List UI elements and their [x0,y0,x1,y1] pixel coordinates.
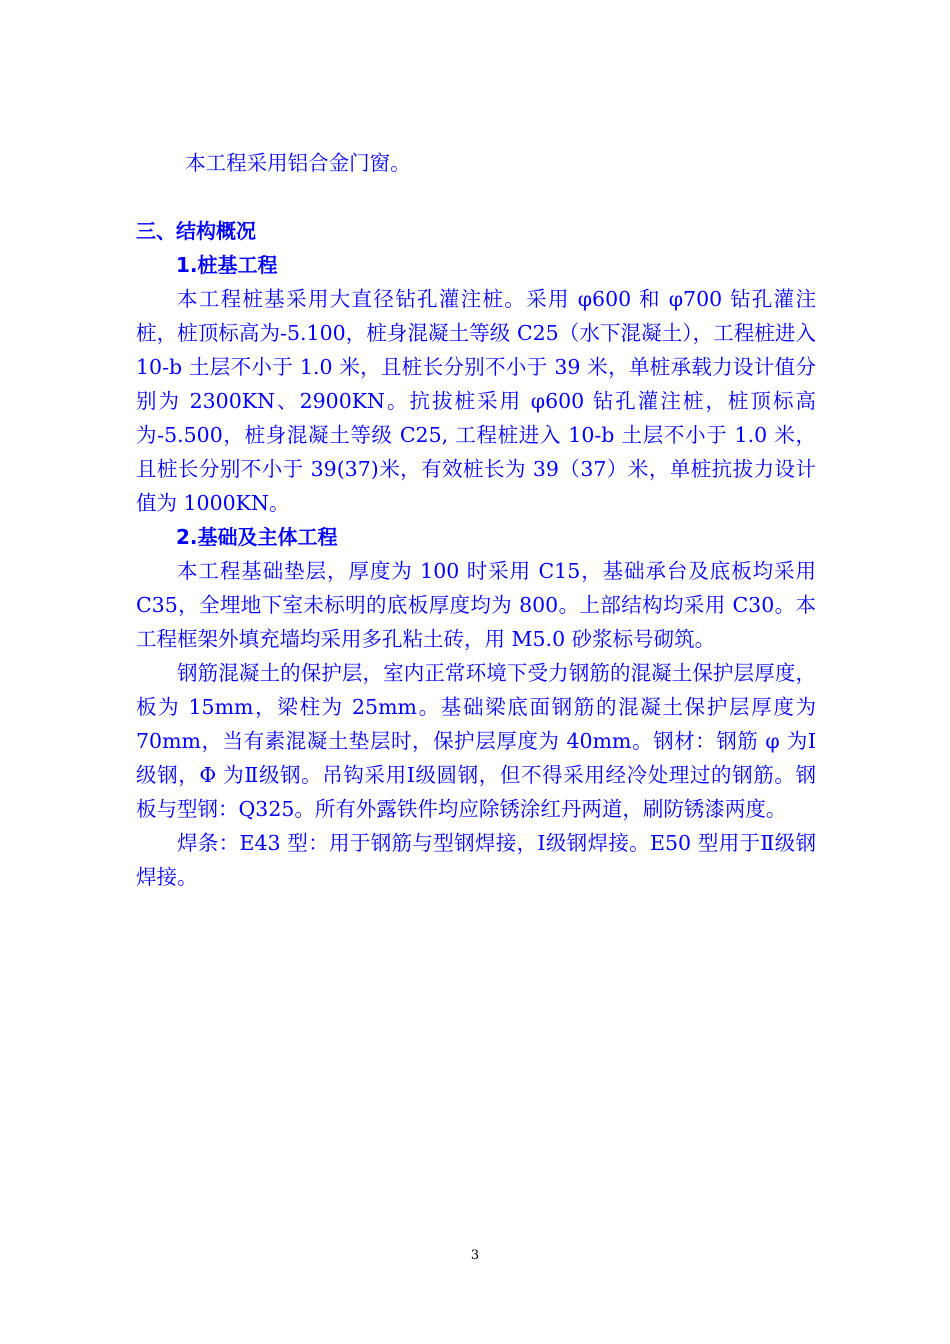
intro-paragraph: 本工程采用铝合金门窗。 [185,151,411,175]
page-body [136,146,816,894]
subsection-title-foundation-main-structure: 2.基础及主体工程 [176,525,338,549]
paragraph-concrete-grades: 本工程基础垫层，厚度为 100 时采用 C15，基础承台及底板均采用 C35，全埋地下室未标明的底板厚度均为 800。上部结构均采用 C30。本工程框架外填充墙均采用多孔粘土砖，用 M5.0 砂浆标号砌筑。 [136,559,816,651]
paragraph-protective-layer: 钢筋混凝土的保护层，室内正常环境下受力钢筋的混凝土保护层厚度，板为 15mm，梁柱为 25mm。基础梁底面钢筋的混凝土保护层厚度为 70mm，当有素混凝土垫层时，保护层厚度为 40mm。钢材：钢筋 φ 为Ⅰ级钢，Φ 为Ⅱ级钢。吊钩采用Ⅰ级圆钢，但不得采用经冷处理过的钢筋。钢板与型钢：Q325。所有外露铁件均应除锈涂红丹两道，刷防锈漆两度。 [136,661,816,821]
paragraph-pile-foundation: 本工程桩基采用大直径钻孔灌注桩。采用 φ600 和 φ700 钻孔灌注桩，桩顶标高为-5.100，桩身混凝土等级 C25（水下混凝土），工程桩进入 10-b 土层不小于 1.0 米，且桩长分别不小于 39 米，单桩承载力设计值分别为 2300KN、2900KN。抗拔桩采用 φ600 钻孔灌注桩，桩顶标高为-5.500，桩身混凝土等级 C25, 工程桩进入 10-b 土层不小于 1.0 米，且桩长分别不小于 39(37)米，有效桩长为 39（37）米，单桩抗拔力设计值为 1000KN。 [136,287,816,515]
page-number: 3 [470,1248,480,1263]
section-title: 三、结构概况 [136,219,256,243]
subsection-title-pile-foundation: 1.桩基工程 [176,253,278,277]
paragraph-welding-rods: 焊条：E43 型：用于钢筋与型钢焊接，Ⅰ级钢焊接。E50 型用于Ⅱ级钢焊接。 [136,831,816,889]
